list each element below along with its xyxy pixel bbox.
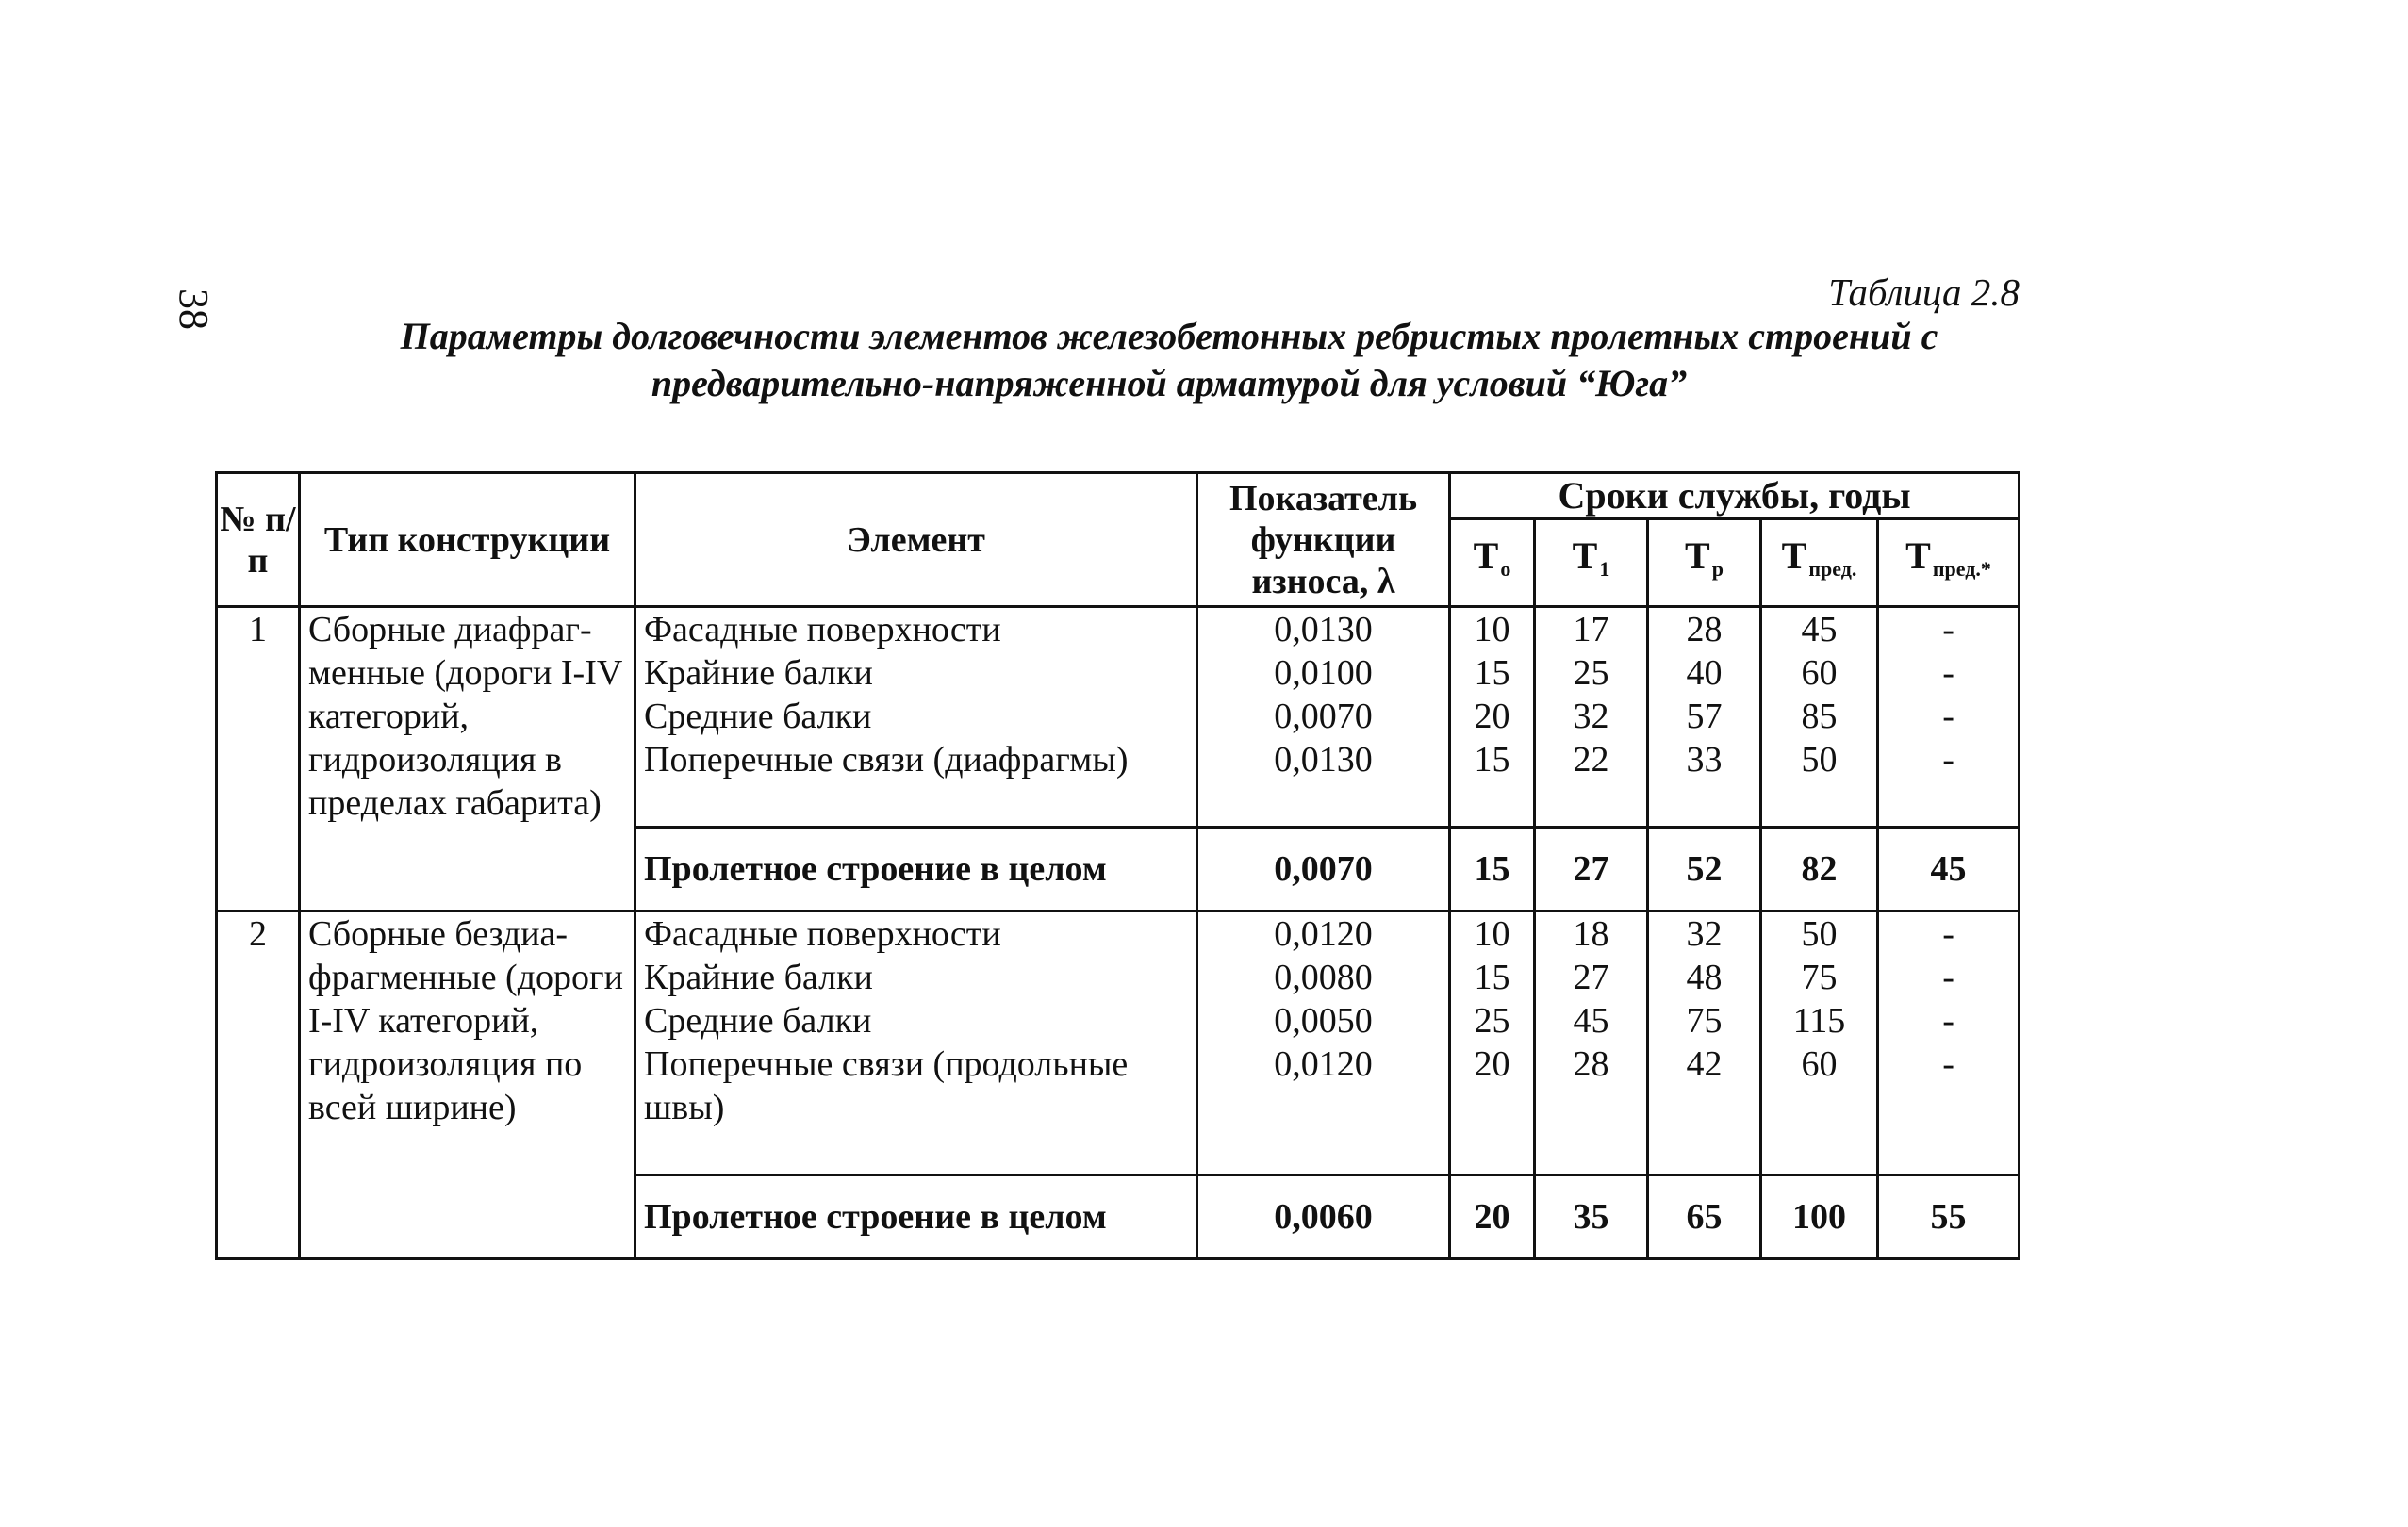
total-t0: 15 xyxy=(1450,828,1535,911)
group-1-t0 xyxy=(1450,607,1535,828)
lambda-cell: 0,0130 xyxy=(1274,610,1373,649)
t0-cell: 10 xyxy=(1474,914,1510,954)
header-tp: $Т_р$ xyxy=(1648,519,1761,607)
total-tpred: 100 xyxy=(1761,1175,1878,1259)
total-lambda: 0,0070 xyxy=(1197,828,1450,911)
lambda-cell: 0,0120 xyxy=(1274,914,1373,954)
t1-cell: 22 xyxy=(1573,740,1609,780)
lambda-cell: 0,0120 xyxy=(1274,1044,1373,1084)
header-tpred-star: $Т_{пред.*}$ xyxy=(1878,519,2020,607)
total-t1: 35 xyxy=(1535,1175,1648,1259)
tpred-cell: 115 xyxy=(1792,1001,1846,1041)
header-t0: $Т_о$ xyxy=(1450,519,1535,607)
group-2-t1 xyxy=(1535,911,1648,1175)
t0-cell: 25 xyxy=(1474,1001,1510,1041)
element-cell: Крайние балки xyxy=(644,653,873,693)
t0-cell: 15 xyxy=(1474,740,1510,780)
lambda-cell: 0,0050 xyxy=(1274,1001,1373,1041)
group-1-num: 1 xyxy=(217,607,300,911)
tpred-star-cell: - xyxy=(1942,697,1954,736)
total-t1: 27 xyxy=(1535,828,1648,911)
tpred-cell: 45 xyxy=(1801,610,1838,649)
t0-cell: 10 xyxy=(1474,610,1510,649)
tp-cell: 40 xyxy=(1686,653,1723,693)
tpred-cell: 85 xyxy=(1801,697,1838,736)
lambda-cell: 0,0130 xyxy=(1274,740,1373,780)
tpred-cell: 60 xyxy=(1801,1044,1838,1084)
header-indicator: Показатель функции износа, λ xyxy=(1197,473,1450,607)
group-2-lambda xyxy=(1197,911,1450,1175)
tp-cell: 57 xyxy=(1686,697,1723,736)
group-2-type: Сборные бездиа-фрагменные (дороги I-IV категорий, гидроизоляция по всей ширине) xyxy=(300,911,635,1259)
tpred-star-cell: - xyxy=(1942,653,1954,693)
table-label: Таблица 2.8 xyxy=(1828,271,2020,314)
header-service-life: Сроки службы, годы xyxy=(1450,473,2020,519)
tpred-star-cell: - xyxy=(1942,1044,1954,1084)
group-2-tpred-star xyxy=(1878,911,2020,1175)
total-tpred: 82 xyxy=(1761,828,1878,911)
lambda-cell: 0,0080 xyxy=(1274,958,1373,997)
durability-table xyxy=(215,471,2020,1260)
tpred-cell: 75 xyxy=(1801,958,1838,997)
tp-cell: 48 xyxy=(1686,958,1723,997)
group-1-tp xyxy=(1648,607,1761,828)
tp-cell: 33 xyxy=(1686,740,1723,780)
tpred-cell: 50 xyxy=(1801,914,1838,954)
element-cell: Средние балки xyxy=(644,697,872,736)
header-num: № п/п xyxy=(217,473,300,607)
t0-cell: 20 xyxy=(1474,1044,1510,1084)
t1-cell: 27 xyxy=(1573,958,1609,997)
group-2-num: 2 xyxy=(217,911,300,1259)
t1-cell: 25 xyxy=(1573,653,1609,693)
element-cell: Крайние балки xyxy=(644,958,873,997)
t0-cell: 20 xyxy=(1474,697,1510,736)
group-2-tp xyxy=(1648,911,1761,1175)
group-2-rows xyxy=(217,911,2020,1175)
lambda-cell: 0,0070 xyxy=(1274,697,1373,736)
table-title xyxy=(283,313,2055,407)
header-tpred: $Т_{пред.}$ xyxy=(1761,519,1878,607)
group-1-lambda xyxy=(1197,607,1450,828)
element-cell: Поперечные связи (диафрагмы) xyxy=(644,740,1129,780)
element-cell: Фасадные поверхности xyxy=(644,914,1001,954)
total-tp: 52 xyxy=(1648,828,1761,911)
element-cell: Средние балки xyxy=(644,1001,872,1041)
tpred-cell: 60 xyxy=(1801,653,1838,693)
t1-cell: 18 xyxy=(1573,914,1609,954)
total-t0: 20 xyxy=(1450,1175,1535,1259)
group-2-elements xyxy=(635,911,1197,1175)
t1-cell: 17 xyxy=(1573,610,1609,649)
tpred-star-cell: - xyxy=(1942,958,1954,997)
tpred-star-cell: - xyxy=(1942,1001,1954,1041)
element-cell: Поперечные связи (продольные швы) xyxy=(644,1044,1129,1127)
group-1-elements xyxy=(635,607,1197,828)
header-element: Элемент xyxy=(635,473,1197,607)
tpred-star-cell: - xyxy=(1942,914,1954,954)
t0-cell: 15 xyxy=(1474,958,1510,997)
group-2-tpred xyxy=(1761,911,1878,1175)
tp-cell: 75 xyxy=(1686,1001,1723,1041)
total-tp: 65 xyxy=(1648,1175,1761,1259)
group-1-type: Сборные диафраг-менные (дороги I-IV категорий, гидроизоляция в пределах габарита) xyxy=(300,607,635,911)
lambda-cell: 0,0100 xyxy=(1274,653,1373,693)
tpred-star-cell: - xyxy=(1942,740,1954,780)
total-label: Пролетное строение в целом xyxy=(635,828,1197,911)
t1-cell: 32 xyxy=(1573,697,1609,736)
total-tpred-star: 45 xyxy=(1878,828,2020,911)
group-1-rows xyxy=(217,607,2020,828)
table-title-line-1: Параметры долговечности элементов железобетонных ребристых пролетных строений с xyxy=(400,315,1938,357)
tpred-cell: 50 xyxy=(1801,740,1838,780)
t0-cell: 15 xyxy=(1474,653,1510,693)
table-title-line-2: предварительно-напряженной арматурой для условий “Юга” xyxy=(651,362,1688,404)
tpred-star-cell: - xyxy=(1942,610,1954,649)
total-tpred-star: 55 xyxy=(1878,1175,2020,1259)
total-label: Пролетное строение в целом xyxy=(635,1175,1197,1259)
page-number: 38 xyxy=(171,288,217,330)
group-1-tpred-star xyxy=(1878,607,2020,828)
tp-cell: 32 xyxy=(1686,914,1723,954)
total-lambda: 0,0060 xyxy=(1197,1175,1450,1259)
tp-cell: 28 xyxy=(1686,610,1723,649)
group-1-tpred xyxy=(1761,607,1878,828)
group-2-t0 xyxy=(1450,911,1535,1175)
header-type: Тип конструкции xyxy=(300,473,635,607)
header-t1: $Т_1$ xyxy=(1535,519,1648,607)
t1-cell: 28 xyxy=(1573,1044,1609,1084)
group-1-t1 xyxy=(1535,607,1648,828)
tp-cell: 42 xyxy=(1686,1044,1723,1084)
t1-cell: 45 xyxy=(1573,1001,1609,1041)
element-cell: Фасадные поверхности xyxy=(644,610,1001,649)
